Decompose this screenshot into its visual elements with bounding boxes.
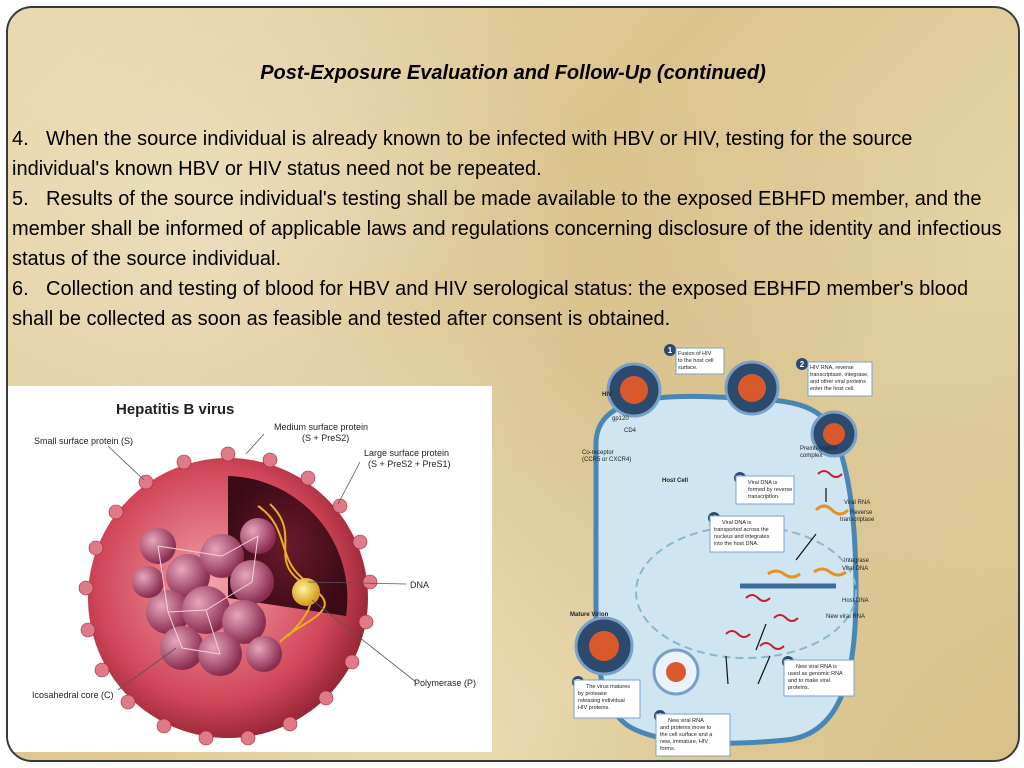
label-viral-rna: Viral RNA [844, 500, 871, 506]
label-polymerase: Polymerase (P) [414, 678, 477, 688]
label-preintegration: Preintegration [800, 446, 838, 452]
step-6-text: New viral RNA and proteins move to the cell surface and a new, immature, HIV forms. [660, 718, 713, 752]
hbv-illustration [8, 386, 492, 752]
label-viral-dna: Viral DNA [842, 566, 869, 572]
list-item [12, 124, 1012, 184]
step-2-number: 2 [799, 360, 805, 369]
label-integrase: Integrase [844, 558, 870, 564]
item-number: 5. [12, 188, 29, 210]
mature-virion [576, 618, 632, 674]
step-3-text: Viral DNA is formed by reverse transcription. [748, 480, 793, 500]
hiv-virion [608, 364, 660, 416]
list-item [12, 184, 1012, 274]
item-text: Collection and testing of blood for HBV and HIV serological status: the exposed EBHFD member's blood shall be collected as soon as feasible and tested after consent is obtained. [12, 278, 969, 330]
hiv-figure [556, 334, 876, 760]
hbv-figure [8, 386, 492, 752]
step-1-text: Fusion of HIV to the host cell surface. [678, 351, 714, 371]
label-preintegration-sub: complex [800, 453, 823, 459]
label-host-cell: Host Cell [662, 478, 689, 484]
label-medium-surface-sub: (S + PreS2) [302, 433, 350, 443]
label-cd4: CD4 [624, 428, 637, 434]
item-text: When the source individual is already known to be infected with HBV or HIV, testing for the source individual's known HBV or HIV status need not be repeated. [12, 128, 913, 180]
label-hiv: HIV [602, 392, 613, 398]
item-text: Results of the source individual's testing shall be made available to the exposed EBHFD member, and the member shall be informed of applicable laws and regulations concerning disclosure of the identity and infectious status of the source individual. [12, 188, 1002, 270]
label-mature-virion: Mature Virion [570, 612, 609, 618]
hiv-illustration [556, 334, 876, 760]
step-1-number: 1 [667, 346, 673, 355]
step-7-text: The virus matures by protease releasing individual HIV proteins. [578, 684, 631, 711]
item-number: 4. [12, 128, 29, 150]
slide-body [12, 124, 1012, 334]
item-number: 6. [12, 278, 29, 300]
label-new-viral-rna: New viral RNA [826, 614, 866, 620]
hiv-virion-fusing [726, 362, 778, 414]
label-reverse: Reverse [850, 510, 873, 516]
step-5-text: New viral RNA is used as genomic RNA and to make viral proteins. [788, 664, 843, 691]
label-transcriptase: transcriptase [840, 517, 875, 523]
label-coreceptor-sub: (CCR5 or CXCR4) [582, 457, 632, 463]
hbv-title: Hepatitis B virus [116, 401, 235, 418]
label-small-surface: Small surface protein (S) [34, 436, 134, 446]
step-4-text: Viral DNA is transported across the nucleus and integrates into the host DNA. [714, 520, 770, 547]
label-coreceptor: Co-receptor [582, 450, 614, 456]
slide-title: Post-Exposure Evaluation and Follow-Up (continued) [260, 62, 766, 84]
label-host-dna: Host DNA [842, 598, 869, 604]
slide [6, 6, 1020, 762]
step-2-text: HIV RNA, reverse transcriptase, integrase, and other viral proteins enter the host cell. [810, 365, 869, 392]
list-item [12, 274, 1012, 334]
label-large-surface: Large surface protein [364, 448, 450, 458]
label-dna: DNA [410, 580, 430, 590]
label-core: Icosahedral core (C) [32, 690, 114, 700]
label-gp120: gp120 [612, 416, 629, 422]
label-medium-surface: Medium surface protein [274, 422, 369, 432]
budding-virion [654, 650, 698, 694]
label-large-surface-sub: (S + PreS2 + PreS1) [368, 459, 451, 469]
